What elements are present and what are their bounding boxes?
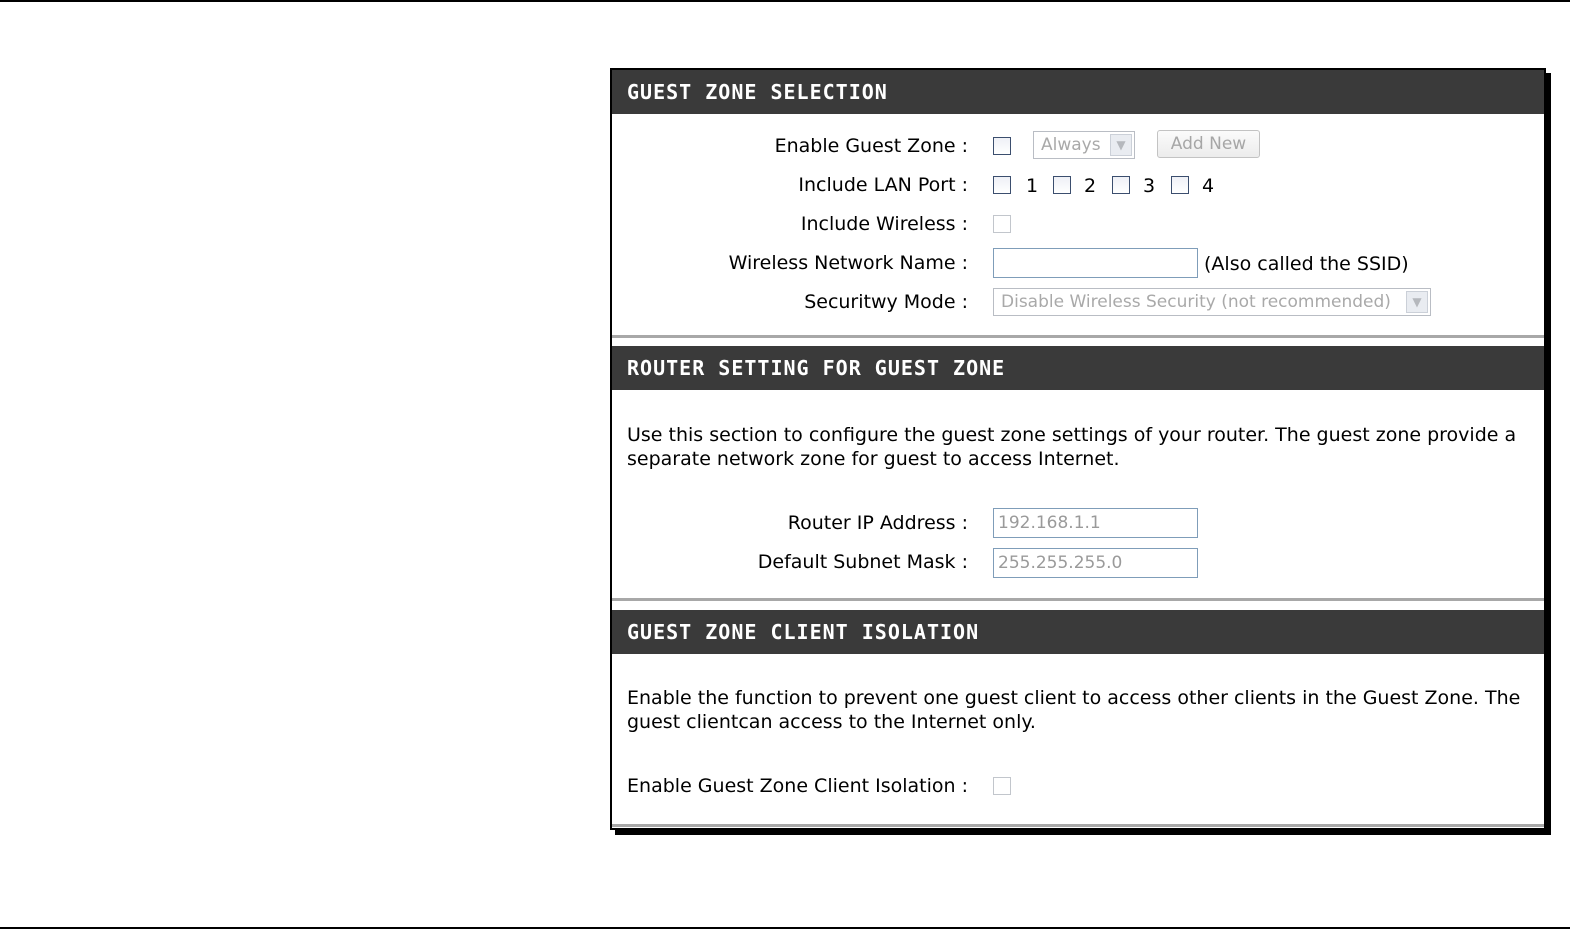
chevron-down-icon: ▼ xyxy=(1110,134,1132,156)
security-mode-select[interactable] xyxy=(993,288,1431,316)
lan-port-3-label: 3 xyxy=(1143,175,1156,197)
chevron-down-icon: ▼ xyxy=(1406,291,1428,313)
lan-port-4-label: 4 xyxy=(1202,175,1215,197)
include-lan-port-label: Include LAN Port : xyxy=(798,174,968,196)
ssid-hint: (Also called the SSID) xyxy=(1204,253,1409,275)
client-isolation-checkbox[interactable] xyxy=(993,777,1011,795)
schedule-value: Always xyxy=(1041,135,1101,155)
lan-port-1-checkbox[interactable] xyxy=(993,176,1011,194)
add-new-button[interactable]: Add New xyxy=(1157,130,1260,158)
subnet-mask-input[interactable]: 255.255.255.0 xyxy=(993,548,1198,578)
client-isolation-label: Enable Guest Zone Client Isolation : xyxy=(627,775,968,797)
enable-guest-zone-checkbox[interactable] xyxy=(993,137,1011,155)
lan-port-2-label: 2 xyxy=(1084,175,1097,197)
lan-port-3-checkbox[interactable] xyxy=(1112,176,1130,194)
schedule-select[interactable] xyxy=(1033,131,1135,159)
include-wireless-label: Include Wireless : xyxy=(800,213,968,235)
section-title: GUEST ZONE CLIENT ISOLATION xyxy=(612,610,1544,654)
section-title: ROUTER SETTING FOR GUEST ZONE xyxy=(612,346,1544,390)
include-wireless-checkbox[interactable] xyxy=(993,215,1011,233)
client-isolation-section xyxy=(612,610,1544,827)
enable-guest-zone-label: Enable Guest Zone : xyxy=(774,135,968,157)
router-setting-section xyxy=(612,346,1544,601)
lan-port-4-checkbox[interactable] xyxy=(1171,176,1189,194)
router-ip-input[interactable]: 192.168.1.1 xyxy=(993,508,1198,538)
router-setting-description: Use this section to configure the guest zone settings of your router. The guest zone provide a separate network zone for guest to access Internet. xyxy=(627,424,1517,470)
bottom-rule xyxy=(0,927,1570,929)
lan-port-1-label: 1 xyxy=(1026,175,1039,197)
security-mode-value: Disable Wireless Security (not recommended) xyxy=(1001,292,1391,312)
ssid-input[interactable] xyxy=(993,248,1198,278)
wireless-network-name-label: Wireless Network Name : xyxy=(728,252,968,274)
guest-zone-panel xyxy=(610,68,1546,830)
subnet-mask-label: Default Subnet Mask : xyxy=(757,551,968,573)
top-rule xyxy=(0,0,1570,2)
section-title: GUEST ZONE SELECTION xyxy=(612,70,1544,114)
lan-port-2-checkbox[interactable] xyxy=(1053,176,1071,194)
client-isolation-description: Enable the function to prevent one guest client to access other clients in the Guest Zone. The guest clientcan access to the Internet only. xyxy=(627,687,1521,733)
guest-zone-selection-section xyxy=(612,70,1544,338)
router-ip-label: Router IP Address : xyxy=(787,512,968,534)
security-mode-label: Securitwy Mode : xyxy=(804,291,968,313)
